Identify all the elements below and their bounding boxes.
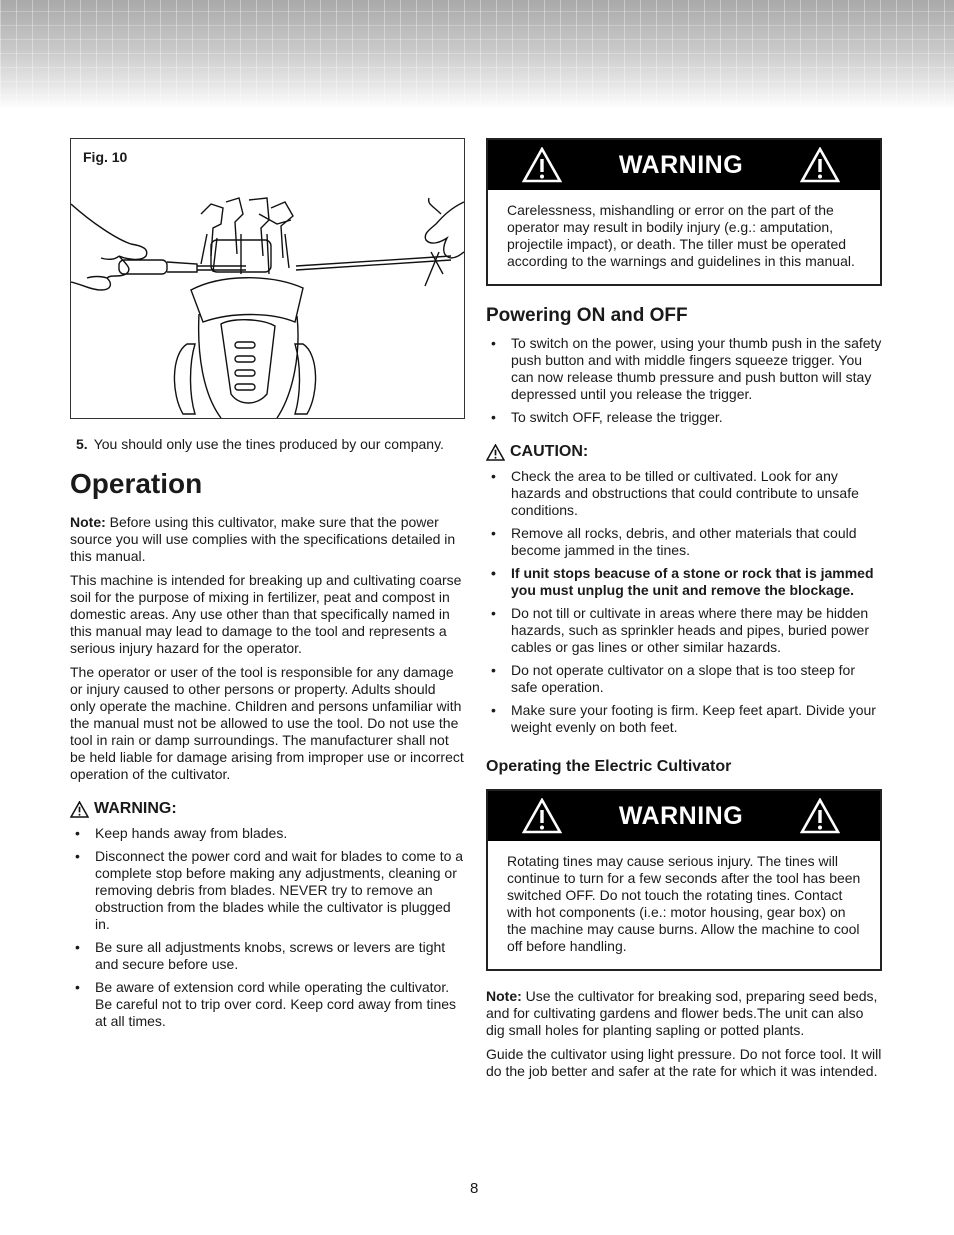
note2-paragraph bbox=[486, 988, 882, 1039]
caution-heading bbox=[486, 443, 882, 461]
warning-box-text: Rotating tines may cause serious injury. The tines will continue to turn for a few seconds after the tool has been switched OFF. Do not touch the rotating tines. Contact with hot components (i.e.: motor housing, gear box) on the machine may cause burns. Allow the machine to cool off before handling. bbox=[507, 853, 861, 954]
note-paragraph bbox=[70, 514, 465, 565]
step-text: You should only use the tines produced by our company. bbox=[93, 436, 444, 452]
warning-triangle-icon bbox=[70, 801, 89, 818]
intended-use-paragraph: This machine is intended for breaking up and cultivating coarse soil for the purpose of mixing in fertilizer, peat and compost in domestic areas. Any use other than that specifically named in this manual may lead to damage to the tool and represents a serious injury hazard for the operator. bbox=[70, 572, 462, 656]
section-title-operating: Operating the Electric Cultivator bbox=[486, 758, 732, 775]
header-band bbox=[0, 0, 954, 110]
list-item: • Remove all rocks, debris, and other materials that could become jammed in the tines. bbox=[486, 525, 882, 559]
note-text: Before using this cultivator, make sure that the power source you will use complies with the specifications detailed in this manual. bbox=[70, 514, 456, 564]
list-item: • Do not operate cultivator on a slope that is too steep for safe operation. bbox=[486, 662, 882, 696]
caution-list bbox=[486, 468, 882, 736]
list-item: • Be sure all adjustments knobs, screws or levers are tight and secure before use. bbox=[70, 939, 465, 973]
responsibility-paragraph: The operator or user of the tool is responsible for any damage or injury caused to other persons or property. Adults should only operate the machine. Children and persons unfamiliar with the manual must not be allowed to use the tool. Do not use the tool in rain or damp surroundings. The manufacturer shall not be held liable for damage arising from improper use or incorrect operation of the cultivator. bbox=[70, 664, 464, 782]
warning-box-header bbox=[488, 791, 880, 841]
list-item: • To switch on the power, using your thumb push in the safety push button and with middle fingers squeeze trigger. You can now release thumb pressure and push button will stay depressed until you release the trigger. bbox=[486, 335, 882, 403]
section-title-powering: Powering ON and OFF bbox=[486, 305, 688, 326]
warning-triangle-icon bbox=[800, 798, 840, 834]
step-5 bbox=[70, 436, 465, 452]
cultivator-tines-illustration bbox=[71, 194, 464, 418]
warning-heading-text: WARNING: bbox=[94, 800, 177, 817]
left-column bbox=[70, 138, 465, 1036]
warning-box-header bbox=[488, 140, 880, 190]
warning-list bbox=[70, 825, 465, 1030]
list-item: • To switch OFF, release the trigger. bbox=[486, 409, 882, 426]
list-item: • Be aware of extension cord while operating the cultivator. Be careful not to trip over cord. Keep cord away from tines at all times. bbox=[70, 979, 465, 1030]
warning-box-carelessness bbox=[486, 138, 882, 286]
warning-heading bbox=[70, 800, 465, 818]
list-item: • Keep hands away from blades. bbox=[70, 825, 465, 842]
section-title-operation: Operation bbox=[70, 468, 203, 499]
right-column bbox=[486, 138, 882, 1087]
warning-box-rotating-tines bbox=[486, 789, 882, 971]
warning-triangle-icon bbox=[522, 147, 562, 183]
guide-paragraph: Guide the cultivator using light pressure. Do not force tool. It will do the job better and safer at the rate for which it was intended. bbox=[486, 1046, 882, 1079]
caution-triangle-icon bbox=[486, 444, 505, 461]
list-item: • Disconnect the power cord and wait for blades to come to a complete stop before making any adjustments, cleaning or removing debris from blades. NEVER try to remove an obstruction from the blades while the cultivator is plugged in. bbox=[70, 848, 465, 933]
note-label: Note: bbox=[70, 514, 106, 530]
list-item: • If unit stops beacuse of a stone or rock that is jammed you must unplug the unit and remove the blockage. bbox=[486, 565, 882, 599]
figure-label: Fig. 10 bbox=[83, 149, 128, 165]
list-item: • Do not till or cultivate in areas where there may be hidden hazards, such as sprinkler heads and pipes, buried power cables or gas lines or other similar hazards. bbox=[486, 605, 882, 656]
warning-box-title: WARNING bbox=[618, 801, 744, 830]
warning-triangle-icon bbox=[800, 147, 840, 183]
step-number: 5. bbox=[76, 436, 88, 452]
note2-text: Use the cultivator for breaking sod, preparing seed beds, and for cultivating gardens and flower beds.The unit can also dig small holes for planting sapling or potted plants. bbox=[486, 988, 878, 1038]
list-item: • Check the area to be tilled or cultivated. Look for any hazards and obstructions that could contribute to unsafe conditions. bbox=[486, 468, 882, 519]
warning-box-text: Carelessness, mishandling or error on the part of the operator may result in bodily injury (e.g.: amputation, projectile impact), or death. The tiller must be operated according to the warnings and guidelines in this manual. bbox=[507, 202, 855, 269]
page-number: 8 bbox=[470, 1180, 479, 1197]
figure-10 bbox=[70, 138, 465, 419]
warning-box-title: WARNING bbox=[618, 150, 744, 179]
note2-label: Note: bbox=[486, 988, 522, 1004]
caution-heading-text: CAUTION: bbox=[510, 443, 589, 460]
powering-list bbox=[486, 335, 882, 426]
warning-triangle-icon bbox=[522, 798, 562, 834]
list-item: • Make sure your footing is firm. Keep feet apart. Divide your weight evenly on both feet. bbox=[486, 702, 882, 736]
